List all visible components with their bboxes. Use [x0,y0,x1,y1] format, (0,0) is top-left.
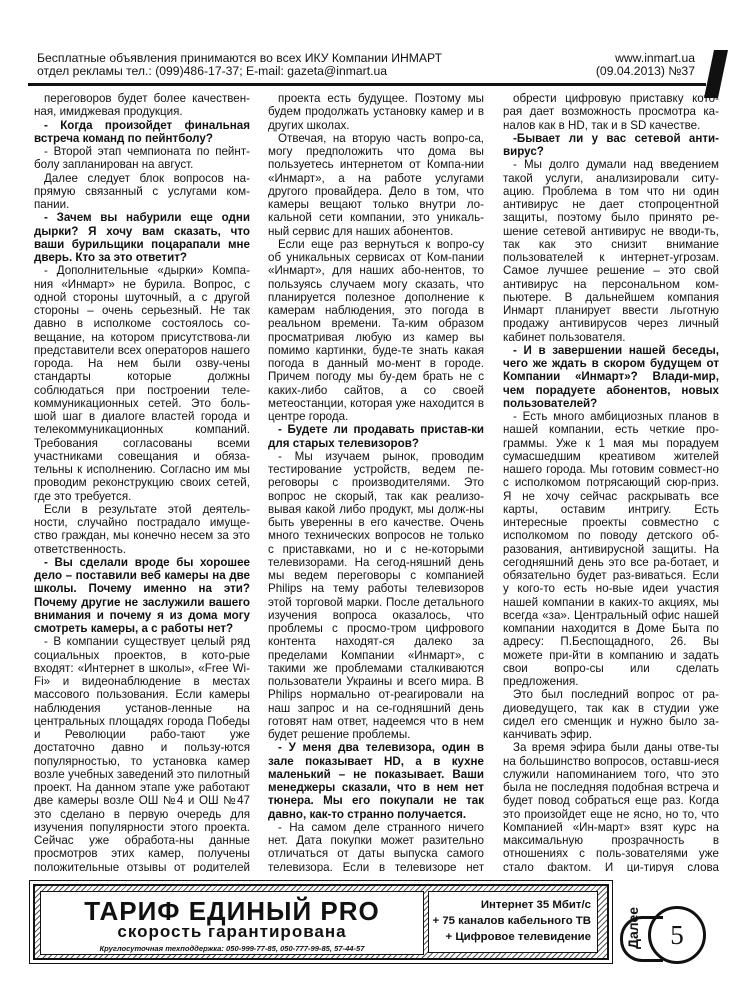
ad-features-panel [428,891,598,953]
header-ads-notice: Бесплатные объявления принимаются во всех ИКУ Компании ИНМАРТ [37,51,443,65]
article-paragraph: - Второй этап чемпионата по пейнт-болу запланирован на август. [34,145,250,172]
article-paragraph: Далее следует блок вопросов на-прямую связанный с услугами ком-пании. [34,171,250,211]
ad-title: ТАРИФ ЕДИНЫЙ PRO [84,896,380,926]
ad-main-panel [40,891,424,955]
page-number: 5 [670,920,684,950]
tariff-advertisement [29,880,613,964]
article-column-1 [34,92,250,872]
interview-question: - Вы сделали вроде бы хорошее дело – поставили веб камеры на две школы. Почему именно на эти? Почему другие не заслужили вашего внимания и почему я из дома могу смотреть камеры, а с работы нет? [34,555,250,635]
interview-question: -Бывает ли у вас сетевой анти-вирус? [503,131,719,158]
interview-question: - Зачем вы набурили еще одни дырки? Я хочу вам сказать, что ваши бурильщики поцарапали мне дверь. Кто за это ответит? [34,211,250,264]
article-paragraph: обрести цифровую приставку кото-рая дает возможность просмотра ка-налов как в HD, так и в SD качестве. [503,92,719,132]
interview-question: - Будете ли продавать пристав-ки для старых телевизоров? [268,423,484,450]
header-rule [28,83,706,86]
header-left [37,52,442,79]
article-paragraph: переговоров будет более качествен-ная, имиджевая продукция. [34,92,250,119]
article-paragraph: - Дополнительные «дырки» Компа-ния «Инмарт» не бурила. Вопрос, с одной стороны шуточный, а с другой стороны – очень серьезный. Не так давно в исполкоме состоялось со-вещание, на котором присутствова-ли представители всех операторов нашего города. На нем были озву-чены стандарты которые должны соблюдаться при построении теле-коммуникационных сетей. Это боль-шой шаг в диалоге властей города и телекоммуникационных компаний. Требования согласованы всеми участниками совещания и обяза-тельны к исполнению. Согласно им мы проводим реконструкцию своих сетей, где это требуется. [34,264,250,503]
article-paragraph: - Мы изучаем рынок, проводим тестирование устройств, ведем пе-реговоры с производителями. Это вопрос не скорый, так как реализо-вывая какой либо продукт, мы долж-ны быть уверенны в его качестве. Очень много технических вопросов не только с приставками, но и с не-которыми телевизорами. На сегод-няшний день мы ведем переговоры с компанией Philips на тему работы телевизоров этой торговой марки. После детального изучения вопроса оказалось, что проблемы с просмо-тром цифрового контента находят-ся далеко за пределами Компании «Инмарт», с такими же проблемами сталкиваются пользователи Украины и всего мира. В Philips нормально от-реагировали на наш запрос и на се-годняшний день готовят нам ответ, надеемся что в нем будет решение проблемы. [268,449,484,741]
header-contacts: отдел рекламы тел.: (099)486-17-37; E-mail: gazeta@inmart.ua [37,64,388,79]
next-page-label: Далее [625,906,642,950]
ad-feature-cable-tv: + 75 каналов кабельного ТВ [432,915,591,927]
header-slash-decoration [704,50,728,98]
article-paragraph: За время эфира были даны отве-ты на большинство вопросов, оставш-иеся служили напоминанием того, что это была не последняя подобная встреча и будет повод собраться еще раз. Когда это произойдет еще не ясно, но то, что Компанией «Ин-март» взят курс на максимальную прозрачность в отношениях с поль-зователями уже стало фактом. И ци-тируя слова [503,741,719,872]
article-paragraph: - Есть много амбициозных планов в нашей компании, есть четкие про-граммы. Уже к 1 мая мы порадуем сумасшедшим креативом жителей нашего города. Мы готовим совмест-но с исполкомом потрясающий сюр-приз. Я не хочу сейчас раскрывать все карты, оставим интригу. Есть интересные проекты совместно с исполкомом по поводу детского об-разования, антивирусной защиты. На сегодняшний день это все ра-ботает, и обязательно будет раз-виваться. Если у кого-то есть но-вые идеи участия нашей компании в каких-то акциях, мы всегда «за». Центральный офис нашей компании находится в Доме Быта по адресу: П.Беспощадного, 26. Вы можете при-йти в компанию и задать свои вопро-сы или сделать предложения. [503,410,719,688]
next-page-marker [626,900,648,960]
ad-support-phones: Круглосуточная техподдержка: 050-999-77-85, 050-777-99-85, 57-44-57 [99,944,365,953]
article-paragraph: проекта есть будущее. Поэтому мы будем продолжать установку камер и в других школах. [268,92,484,132]
ad-feature-digital-tv: + Цифровое телевидение [445,931,591,943]
ad-subtitle: скорость гарантирована [117,922,347,941]
interview-question: - У меня два телевизора, один в зале показывает HD, а в кухне маленький – не показывает. Ваши менеджеры сказали, что в нем нет тюнера. Мы его покупали не так давно, как-то странно получается. [268,741,484,821]
article-paragraph: Отвечая, на вторую часть вопро-са, могу предположить что дома вы пользуетесь интернетом от Компа-нии «Инмарт», а на работе услугами другого провайдера. Дело в том, что камеры вещают только внутри ло-кальной сети компании, это уникаль-ный сервис для наших абонентов. [268,131,484,238]
interview-question: - И в завершении нашей беседы, чего же ждать в скором будущем от Компании «Инмарт»? Влади-мир, чем порадуете абонентов, новых пользователей? [503,343,719,410]
ad-feature-internet: Интернет 35 Мбит/с [480,899,591,911]
article-paragraph: - В компании существует целый ряд социальных проектов, в кото-рые входят: «Интернет в школы», «Free Wi-Fi» и видеонаблюдение в местах массового пользования. Если камеры наблюдения установ-ленные на центральных площадях города Победы и Революции рабо-тают уже достаточно давно и пользу-ются популярностью, то установка камер возле учебных заведений это пилотный проект. На данном этапе уже работают две камеры возле ОШ №4 и ОШ №47 это сделано в первую очередь для изучения популярности этого проекта. Сейчас уже обработа-ны данные просмотров этих камер, получены положительные отзывы от родителей [34,635,250,872]
article-paragraph: Если в результате этой деятель-ности, случайно пострадало имуще-ство граждан, мы конечно несем за это ответственность. [34,502,250,556]
page-header [0,0,750,92]
article-paragraph: - Мы долго думали над введением такой услуги, анализировали ситу-ацию. Проблема в том что ни один антивирус не дает стопроцентной защиты, поэтому было принято ре-шение сетевой антивирус не вводи-ть, так как это снизит внимание пользователей к интернет-угрозам. Самое лучшее решение – это свой антивирус на персональном ком-пьютере. В дальнейшем компания Инмарт планирует ввести льготную продажу антивирусов через личный кабинет пользователя. [503,158,719,344]
article-column-2 [268,92,484,872]
interview-question: - Когда произойдет финальная встреча команд по пейнтболу? [34,118,250,145]
article-column-3 [503,92,719,872]
header-right [596,52,695,79]
article-paragraph: - На самом деле странного ничего нет. Дата покупки может разительно отличаться от даты выпуска самого телевизора. Если в телевизоре нет [268,820,484,872]
header-issue: (09.04.2013) №37 [595,64,695,79]
article-body [34,92,720,872]
article-paragraph: Это был последний вопрос от ра-диоведущего, так как в студии уже сидел его сменщик и нужно было за-канчивать эфир. [503,688,719,741]
header-site: www.inmart.ua [615,51,695,65]
page-number-badge [648,906,706,964]
article-paragraph: Если еще раз вернуться к вопро-су об уникальных сервисах от Ком-пании «Инмарт», для наших або-нентов, то пользуясь случаем могу сказать, что планируется полезное дополнение к камерам наблюдения, это погода в реальном времени. Та-ким образом просматривая любую из камер вы помимо картинки, буде-те знать какая погода в данный мо-мент в городе. Причем погоду мы бу-дем брать не с каких-либо сайтов, а со своей метеостанции, которая уже находится в центре города. [268,237,484,423]
